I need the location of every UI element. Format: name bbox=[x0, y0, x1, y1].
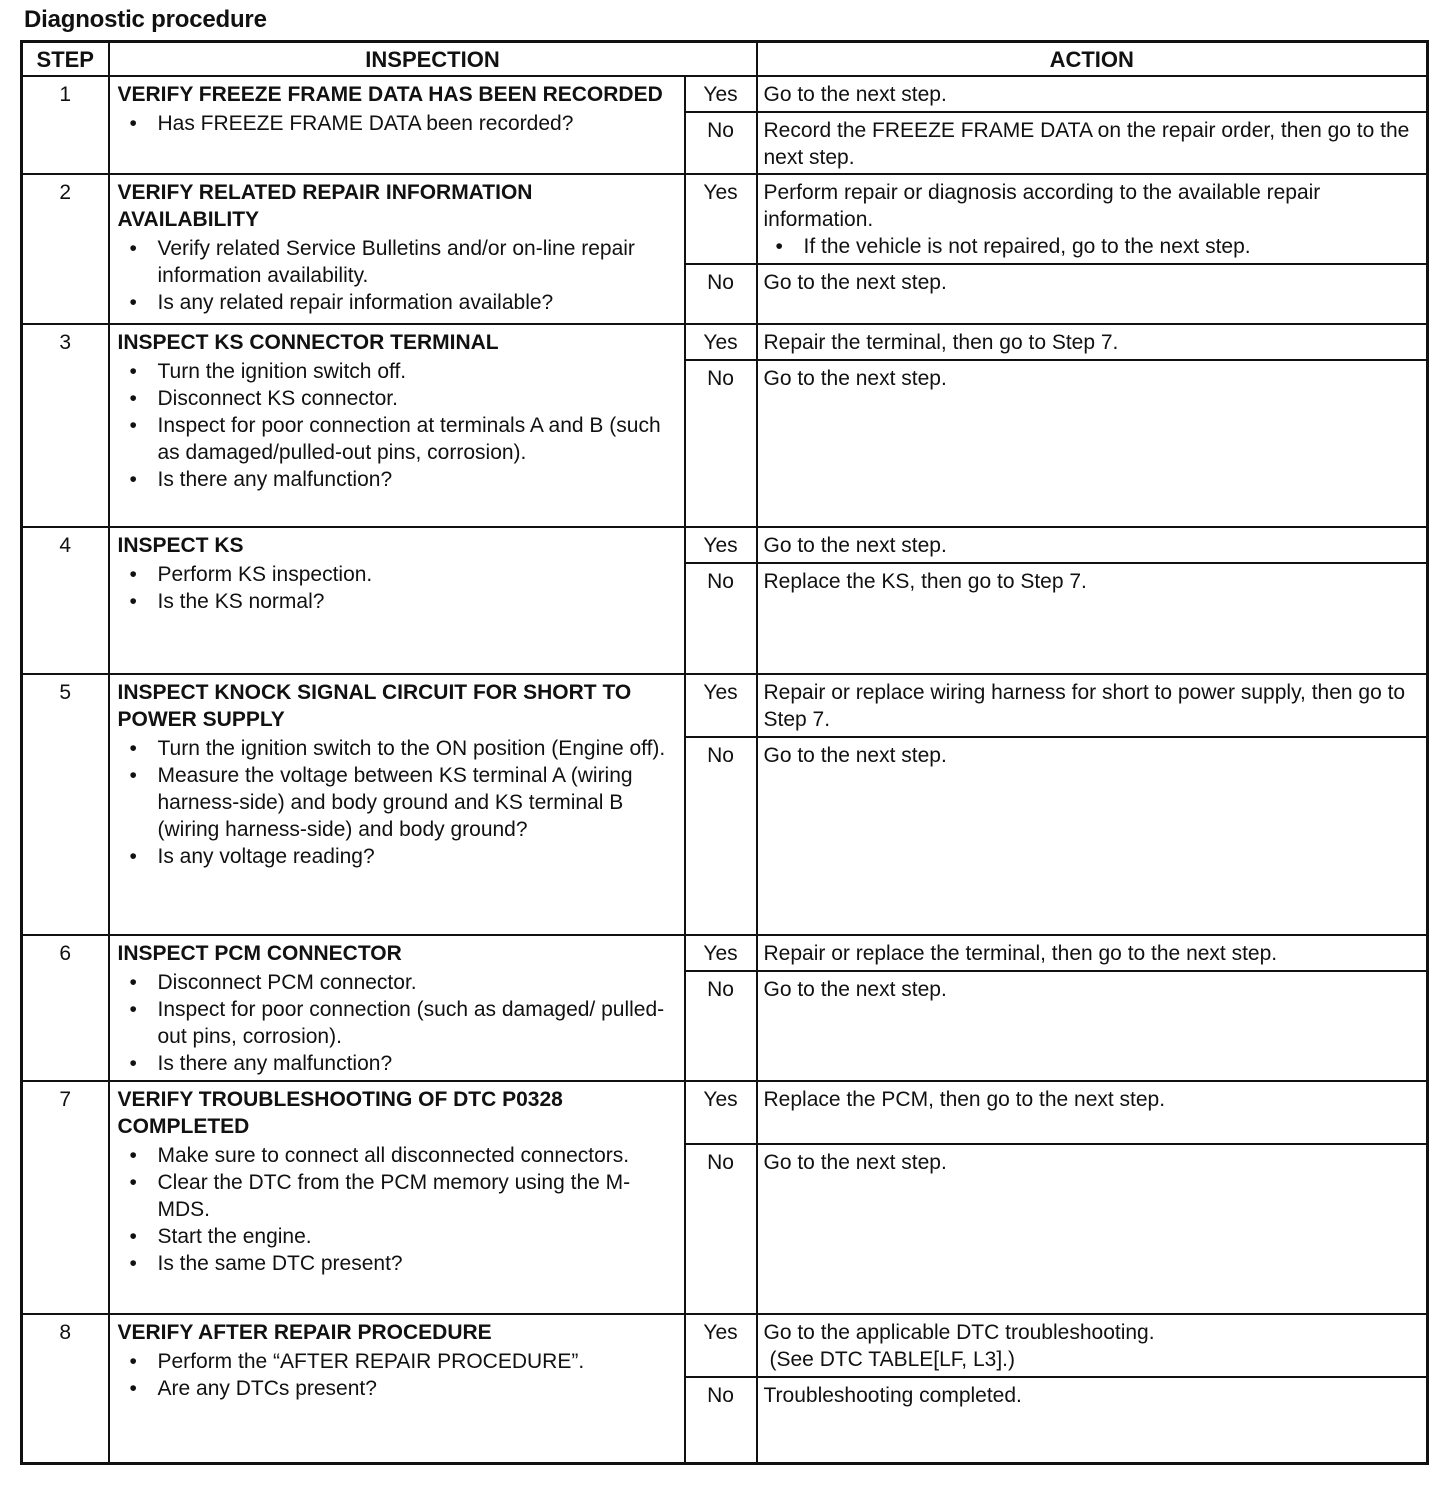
inspection-heading: INSPECT KS CONNECTOR TERMINAL bbox=[117, 331, 499, 354]
no-action: Go to the next step. bbox=[757, 737, 1428, 935]
inspection-heading: VERIFY RELATED REPAIR INFORMATION AVAILABILITY bbox=[117, 181, 533, 231]
yes-label: Yes bbox=[685, 1081, 757, 1144]
yes-action-text: Go to the next step. bbox=[763, 534, 947, 557]
yes-action bbox=[757, 1081, 1428, 1144]
inspection-bullet: • Inspect for poor connection (such as damaged/ pulled-out pins, corrosion). bbox=[118, 996, 678, 1050]
inspection-cell bbox=[109, 76, 685, 174]
table-row bbox=[22, 527, 1428, 563]
inspection-bullet: • Clear the DTC from the PCM memory using the M-MDS. bbox=[118, 1169, 678, 1223]
inspection-cell bbox=[109, 324, 685, 527]
inspection-bullet: • Measure the voltage between KS terminal A (wiring harness-side) and body ground and KS terminal B (wiring harness-side) and body ground? bbox=[118, 762, 678, 843]
inspection-bullet: • Perform the “AFTER REPAIR PROCEDURE”. bbox=[118, 1348, 678, 1375]
no-label: No bbox=[685, 563, 757, 674]
header-step: STEP bbox=[22, 42, 109, 77]
inspection-bullet-list bbox=[118, 561, 678, 615]
yes-label: Yes bbox=[685, 527, 757, 563]
no-action: Record the FREEZE FRAME DATA on the repair order, then go to the next step. bbox=[757, 112, 1428, 174]
yes-action bbox=[757, 935, 1428, 971]
table-row bbox=[22, 1314, 1428, 1377]
inspection-bullet: • Turn the ignition switch to the ON position (Engine off). bbox=[118, 735, 678, 762]
step-number: 7 bbox=[22, 1081, 109, 1314]
no-action: Go to the next step. bbox=[757, 971, 1428, 1081]
inspection-heading: INSPECT KS bbox=[117, 534, 244, 557]
no-label: No bbox=[685, 1144, 757, 1314]
table-row bbox=[22, 1081, 1428, 1144]
yes-action-text: Replace the PCM, then go to the next step. bbox=[763, 1088, 1166, 1111]
step-number: 5 bbox=[22, 674, 109, 935]
step-number: 3 bbox=[22, 324, 109, 527]
inspection-bullet: • Make sure to connect all disconnected connectors. bbox=[118, 1142, 678, 1169]
no-action: Go to the next step. bbox=[757, 264, 1428, 324]
yes-action-bullet-list bbox=[764, 233, 1421, 260]
inspection-cell bbox=[109, 527, 685, 674]
inspection-bullet-list bbox=[118, 735, 678, 870]
no-label: No bbox=[685, 112, 757, 174]
document-title: Diagnostic procedure bbox=[24, 6, 267, 33]
no-action: Troubleshooting completed. bbox=[757, 1377, 1428, 1463]
yes-action-text: Repair or replace wiring harness for short to power supply, then go to Step 7. bbox=[763, 681, 1406, 731]
inspection-bullet: • Start the engine. bbox=[118, 1223, 678, 1250]
inspection-bullet: • Perform KS inspection. bbox=[118, 561, 678, 588]
no-label: No bbox=[685, 360, 757, 527]
table-row bbox=[22, 174, 1428, 264]
inspection-heading: VERIFY TROUBLESHOOTING OF DTC P0328 COMPLETED bbox=[117, 1088, 563, 1138]
yes-action bbox=[757, 1314, 1428, 1377]
yes-label: Yes bbox=[685, 174, 757, 264]
step-number: 6 bbox=[22, 935, 109, 1081]
yes-label: Yes bbox=[685, 324, 757, 360]
step-number: 1 bbox=[22, 76, 109, 174]
no-label: No bbox=[685, 1377, 757, 1463]
table-header-row bbox=[22, 42, 1428, 77]
inspection-bullet: • Is any related repair information available? bbox=[118, 289, 678, 316]
inspection-bullet: • Disconnect KS connector. bbox=[118, 385, 678, 412]
yes-action-text: Go to the applicable DTC troubleshooting. bbox=[763, 1321, 1155, 1344]
inspection-bullet: • Disconnect PCM connector. bbox=[118, 969, 678, 996]
yes-action bbox=[757, 527, 1428, 563]
no-label: No bbox=[685, 264, 757, 324]
yes-action bbox=[757, 324, 1428, 360]
inspection-heading: INSPECT PCM CONNECTOR bbox=[117, 942, 402, 965]
no-action: Go to the next step. bbox=[757, 360, 1428, 527]
no-action: Go to the next step. bbox=[757, 1144, 1428, 1314]
inspection-heading: VERIFY FREEZE FRAME DATA HAS BEEN RECORDED bbox=[117, 83, 663, 106]
inspection-bullet-list bbox=[118, 1348, 678, 1402]
inspection-bullet-list bbox=[118, 235, 678, 316]
table-row bbox=[22, 76, 1428, 112]
yes-label: Yes bbox=[685, 674, 757, 737]
step-number: 4 bbox=[22, 527, 109, 674]
no-label: No bbox=[685, 737, 757, 935]
inspection-cell bbox=[109, 1081, 685, 1314]
table-row bbox=[22, 674, 1428, 737]
table-row bbox=[22, 324, 1428, 360]
inspection-bullet-list bbox=[118, 358, 678, 493]
table-row bbox=[22, 935, 1428, 971]
inspection-bullet: • Verify related Service Bulletins and/or on-line repair information availability. bbox=[118, 235, 678, 289]
header-inspection: INSPECTION bbox=[109, 42, 757, 77]
yes-label: Yes bbox=[685, 76, 757, 112]
no-action: Replace the KS, then go to Step 7. bbox=[757, 563, 1428, 674]
inspection-bullet: • Is there any malfunction? bbox=[118, 1050, 678, 1077]
inspection-bullet-list bbox=[118, 110, 678, 137]
inspection-bullet: • Is the same DTC present? bbox=[118, 1250, 678, 1277]
inspection-bullet: • Is there any malfunction? bbox=[118, 466, 678, 493]
yes-action bbox=[757, 174, 1428, 264]
diagnostic-procedure-table bbox=[20, 40, 1429, 1465]
yes-action-text: Go to the next step. bbox=[763, 83, 947, 106]
no-label: No bbox=[685, 971, 757, 1081]
yes-label: Yes bbox=[685, 1314, 757, 1377]
yes-action-reference: (See DTC TABLE[LF, L3].) bbox=[769, 1348, 1015, 1371]
inspection-bullet: • Inspect for poor connection at terminals A and B (such as damaged/pulled-out pins, corrosion). bbox=[118, 412, 678, 466]
yes-action-bullet: • If the vehicle is not repaired, go to the next step. bbox=[764, 233, 1421, 260]
inspection-cell bbox=[109, 1314, 685, 1463]
header-action: ACTION bbox=[757, 42, 1428, 77]
inspection-bullet-list bbox=[118, 1142, 678, 1277]
inspection-cell bbox=[109, 174, 685, 324]
inspection-heading: VERIFY AFTER REPAIR PROCEDURE bbox=[117, 1321, 492, 1344]
inspection-bullet: • Are any DTCs present? bbox=[118, 1375, 678, 1402]
step-number: 8 bbox=[22, 1314, 109, 1463]
inspection-bullet: • Is any voltage reading? bbox=[118, 843, 678, 870]
step-number: 2 bbox=[22, 174, 109, 324]
yes-action-text: Perform repair or diagnosis according to the available repair information. bbox=[763, 181, 1321, 231]
inspection-bullet: • Has FREEZE FRAME DATA been recorded? bbox=[118, 110, 678, 137]
yes-action-text: Repair the terminal, then go to Step 7. bbox=[763, 331, 1119, 354]
yes-action bbox=[757, 674, 1428, 737]
inspection-bullet: • Turn the ignition switch off. bbox=[118, 358, 678, 385]
inspection-heading: INSPECT KNOCK SIGNAL CIRCUIT FOR SHORT TO POWER SUPPLY bbox=[117, 681, 632, 731]
inspection-bullet: • Is the KS normal? bbox=[118, 588, 678, 615]
yes-action-text: Repair or replace the terminal, then go to the next step. bbox=[763, 942, 1278, 965]
inspection-bullet-list bbox=[118, 969, 678, 1077]
yes-label: Yes bbox=[685, 935, 757, 971]
yes-action bbox=[757, 76, 1428, 112]
inspection-cell bbox=[109, 935, 685, 1081]
inspection-cell bbox=[109, 674, 685, 935]
